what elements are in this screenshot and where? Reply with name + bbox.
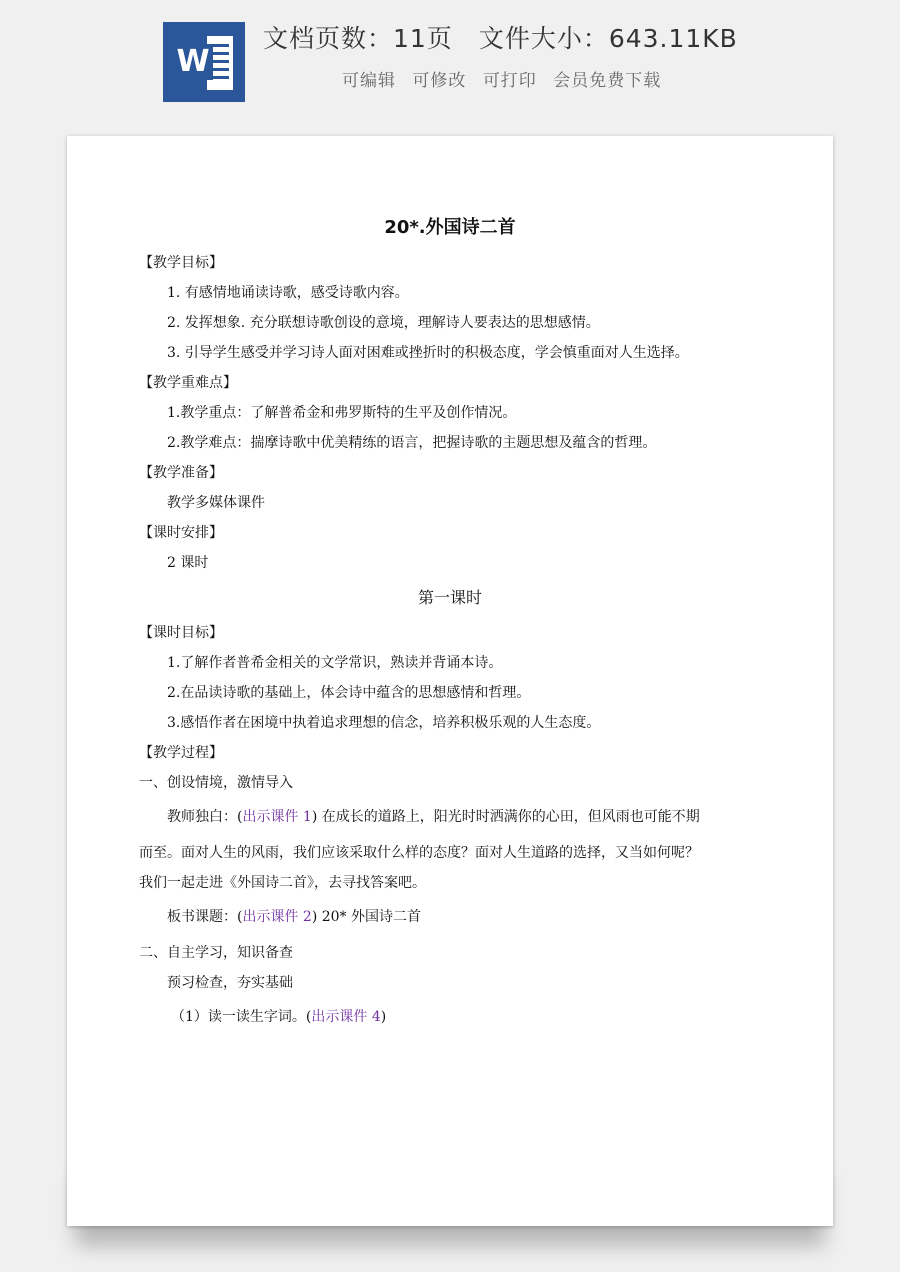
key-point-item: 1.教学重点：了解普希金和弗罗斯特的生平及创作情况。 — [167, 405, 517, 421]
courseware-link[interactable]: 出示课件 1 — [242, 809, 312, 825]
lesson-goal-item: 3.感悟作者在困境中执着追求理想的信念，培养积极乐观的人生态度。 — [167, 715, 601, 731]
page-count: 文档页数：11页 — [263, 24, 453, 53]
paragraph-text: ) 20* 外国诗二首 — [311, 909, 422, 925]
feature-list — [342, 66, 671, 91]
schedule-item: 2 课时 — [167, 555, 209, 571]
process-step-heading: 一、创设情境，激情导入 — [139, 775, 293, 791]
goal-item: 1. 有感情地诵读诗歌，感受诗歌内容。 — [167, 285, 409, 301]
word-document-icon — [163, 22, 245, 102]
section-heading-schedule: 【课时安排】 — [139, 525, 223, 541]
section-heading-lesson-goals: 【课时目标】 — [139, 625, 223, 641]
lesson-title: 第一课时 — [417, 588, 482, 607]
process-step-heading: 二、自主学习，知识备查 — [139, 945, 293, 961]
doc-title: 20*.外国诗二首 — [384, 217, 516, 238]
paragraph-text: ) — [380, 1009, 387, 1025]
courseware-link[interactable]: 出示课件 2 — [242, 909, 312, 925]
feature-modifiable: 可修改 — [412, 71, 467, 91]
download-header — [0, 0, 900, 120]
file-size: 文件大小：643.11KB — [478, 24, 738, 53]
paragraph-text: ) 在成长的道路上，阳光时时洒满你的心田，但风雨也可能不期 — [311, 809, 700, 825]
paragraph-line: 预习检查，夯实基础 — [167, 975, 293, 991]
preparation-item: 教学多媒体课件 — [167, 495, 265, 511]
section-heading-process: 【教学过程】 — [139, 745, 223, 761]
goal-item: 2. 发挥想象. 充分联想诗歌创设的意境，理解诗人要表达的思想感情。 — [167, 315, 600, 331]
lesson-goal-item: 1.了解作者普希金相关的文学常识，熟读并背诵本诗。 — [167, 655, 503, 671]
feature-editable: 可编辑 — [342, 71, 396, 91]
section-heading-preparation: 【教学准备】 — [139, 465, 223, 481]
section-heading-goals: 【教学目标】 — [139, 255, 223, 271]
courseware-link[interactable]: 出示课件 4 — [311, 1009, 381, 1025]
word-letter: W — [173, 44, 213, 80]
paragraph-text: （1）读一读生字词。( — [171, 1009, 312, 1025]
paragraph-line: 我们一起走进《外国诗二首》，去寻找答案吧。 — [139, 875, 426, 891]
paragraph-text: 教师独白：( — [167, 809, 243, 825]
document-page — [67, 136, 833, 1226]
key-point-item: 2.教学难点：揣摩诗歌中优美精练的语言，把握诗歌的主题思想及蕴含的哲理。 — [167, 435, 657, 451]
paragraph-teacher-intro — [167, 807, 700, 827]
document-body — [67, 136, 833, 1226]
paragraph-line: 而至。面对人生的风雨，我们应该采取什么样的态度？面对人生道路的选择，又当如何呢？ — [139, 845, 699, 861]
section-heading-key-points: 【教学重难点】 — [139, 375, 237, 391]
file-meta — [263, 19, 738, 55]
paragraph-board-title — [167, 907, 421, 927]
lesson-goal-item: 2.在品读诗歌的基础上，体会诗中蕴含的思想感情和哲理。 — [167, 685, 531, 701]
paragraph-text: 板书课题：( — [167, 909, 243, 925]
feature-printable: 可打印 — [482, 71, 537, 91]
paragraph-vocab — [171, 1007, 386, 1027]
goal-item: 3. 引导学生感受并学习诗人面对困难或挫折时的积极态度，学会慎重面对人生选择。 — [167, 345, 689, 361]
feature-free-download: 会员免费下载 — [553, 71, 662, 91]
